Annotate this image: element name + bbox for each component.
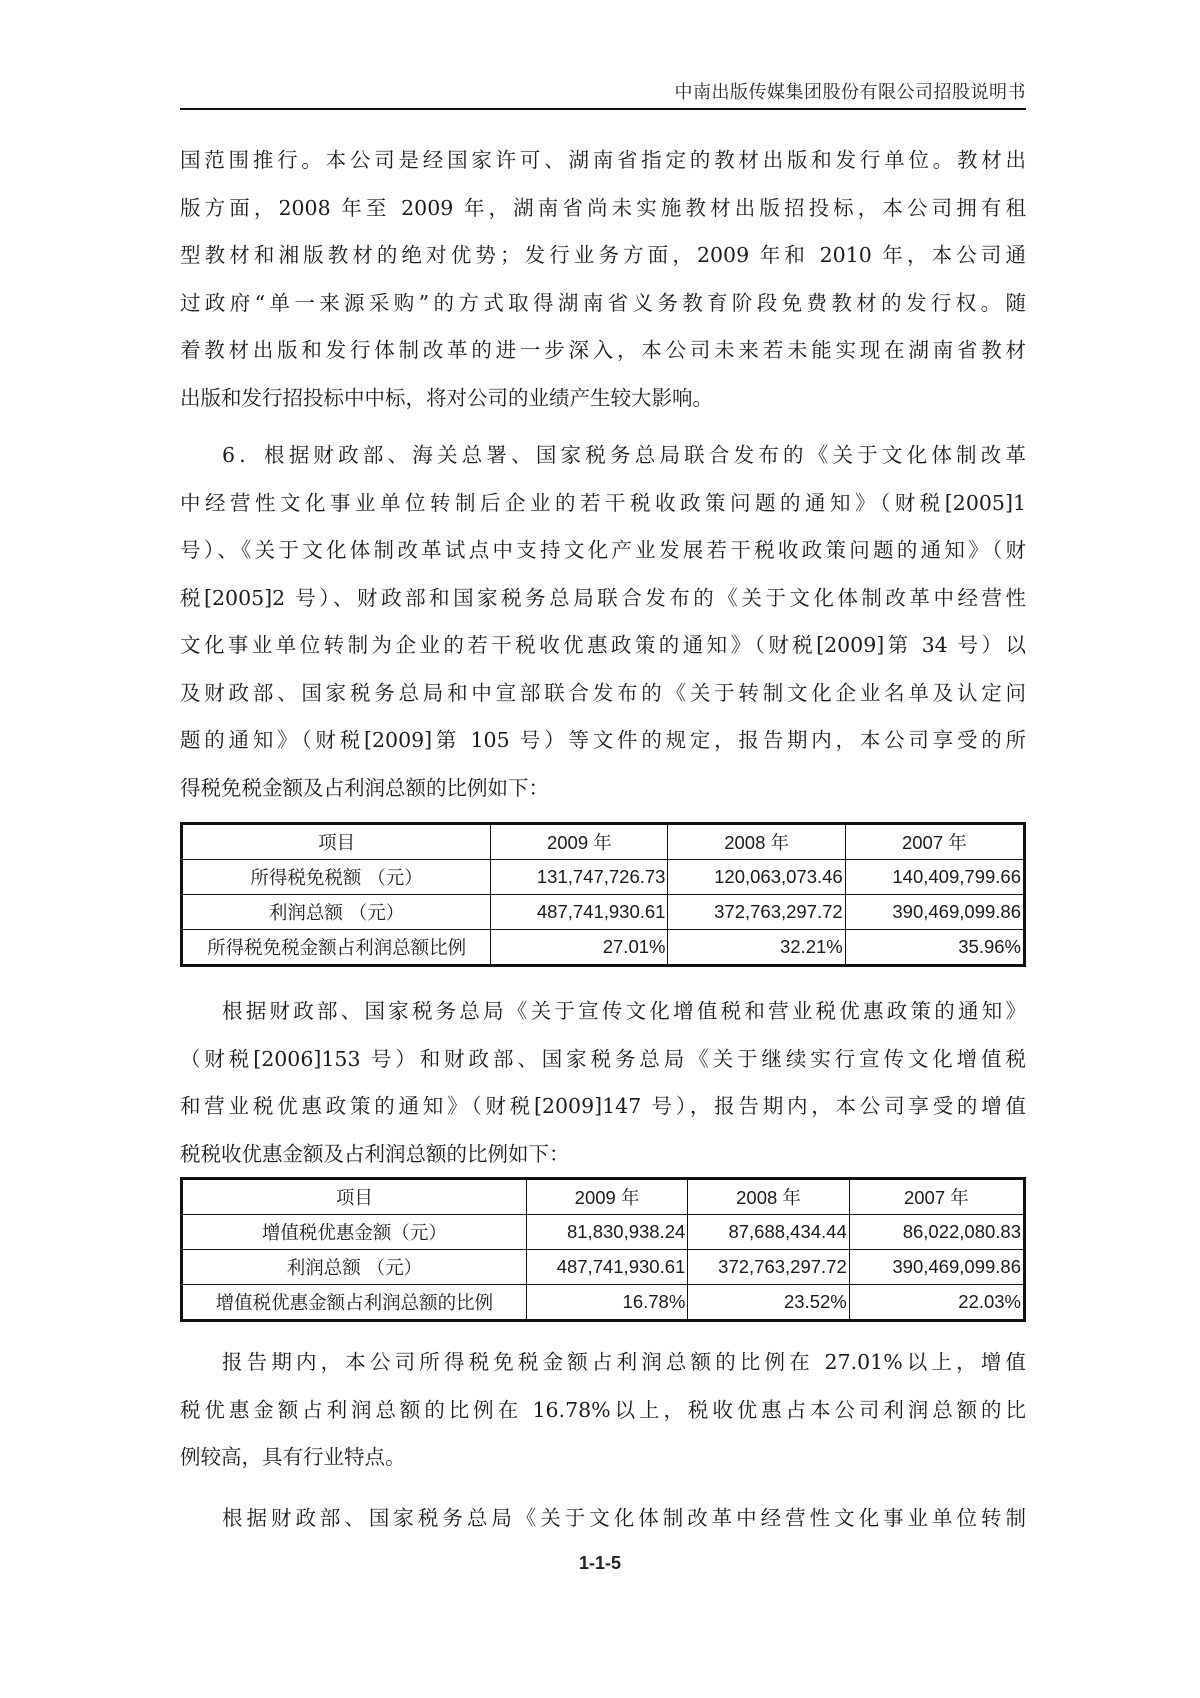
table-row xyxy=(182,1285,1025,1321)
row-label: 利润总额 （元） xyxy=(182,1250,527,1285)
table-row xyxy=(182,860,1025,895)
cell-value: 35.96% xyxy=(845,930,1024,966)
text-line: 中经营性文化事业单位转制后企业的若干税收政策问题的通知》（财税[2005]1 xyxy=(180,490,1026,515)
row-label: 增值税优惠金额占利润总额的比例 xyxy=(182,1285,527,1321)
text-line: （财税[2006]153 号）和财政部、国家税务总局《关于继续实行宣传文化增值税 xyxy=(180,1046,1026,1071)
header-cell: 项目 xyxy=(182,1179,527,1215)
header-cell: 2009 年 xyxy=(526,1179,687,1215)
header-cell: 2007 年 xyxy=(845,824,1024,860)
header-cell: 项目 xyxy=(182,824,491,860)
header-cell: 2008 年 xyxy=(668,824,845,860)
text-line: 和营业税优惠政策的通知》（财税[2009]147 号），报告期内，本公司享受的增值 xyxy=(180,1094,1026,1118)
paragraph-income-tax-policy xyxy=(180,432,1026,812)
cell-value: 86,022,080.83 xyxy=(849,1215,1024,1250)
row-label: 所得税免税额 （元） xyxy=(182,860,491,895)
cell-value: 390,469,099.86 xyxy=(849,1250,1024,1285)
cell-value: 22.03% xyxy=(849,1285,1024,1321)
cell-value: 87,688,434.44 xyxy=(688,1215,849,1250)
paragraph-textbook-risk xyxy=(180,137,1026,422)
page-header xyxy=(180,78,1026,110)
text-line: 型教材和湘版教材的绝对优势；发行业务方面，2009 年和 2010 年，本公司通 xyxy=(180,243,1026,267)
cell-value: 372,763,297.72 xyxy=(688,1250,849,1285)
cell-value: 131,747,726.73 xyxy=(491,860,668,895)
text-line: 税优惠金额占利润总额的比例在 16.78%以上，税收优惠占本公司利润总额的比 xyxy=(180,1397,1026,1422)
row-label: 所得税免税金额占利润总额比例 xyxy=(182,930,491,966)
cell-value: 32.21% xyxy=(668,930,845,966)
cell-value: 27.01% xyxy=(491,930,668,966)
header-cell: 2009 年 xyxy=(491,824,668,860)
text-line: 得税免税金额及占利润总额的比例如下： xyxy=(180,775,549,800)
cell-value: 16.78% xyxy=(526,1285,687,1321)
table-row xyxy=(182,895,1025,930)
paragraph-vat-policy xyxy=(180,988,1026,1178)
text-line: 例较高，具有行业特点。 xyxy=(180,1445,406,1469)
row-label: 增值税优惠金额（元） xyxy=(182,1215,527,1250)
text-line: 6．根据财政部、海关总署、国家税务总局联合发布的《关于文化体制改革 xyxy=(222,443,1026,467)
text-line: 税税收优惠金额及占利润总额的比例如下： xyxy=(180,1141,570,1166)
table-row xyxy=(182,1215,1025,1250)
header-cell: 2007 年 xyxy=(849,1179,1024,1215)
table-header-row xyxy=(182,1179,1025,1215)
cell-value: 140,409,799.66 xyxy=(845,860,1024,895)
text-line: 号）、《关于文化体制改革试点中支持文化产业发展若干税收政策问题的通知》（财 xyxy=(180,538,1026,562)
vat-preference-table xyxy=(180,1177,1026,1322)
paragraph-continuation xyxy=(180,1495,1026,1543)
text-line: 根据财政部、国家税务总局《关于文化体制改革中经营性文化事业单位转制 xyxy=(222,1506,1026,1530)
cell-value: 390,469,099.86 xyxy=(845,895,1024,930)
row-label: 利润总额 （元） xyxy=(182,895,491,930)
document-title: 中南出版传媒集团股份有限公司招股说明书 xyxy=(674,82,1026,103)
cell-value: 372,763,297.72 xyxy=(668,895,845,930)
text-line: 税[2005]2 号）、财政部和国家税务总局联合发布的《关于文化体制改革中经营性 xyxy=(180,585,1026,610)
text-line: 过政府“单一来源采购”的方式取得湖南省义务教育阶段免费教材的发行权。随 xyxy=(180,290,1026,315)
text-line: 及财政部、国家税务总局和中宣部联合发布的《关于转制文化企业名单及认定问 xyxy=(180,680,1026,705)
cell-value: 487,741,930.61 xyxy=(526,1250,687,1285)
cell-value: 81,830,938.24 xyxy=(526,1215,687,1250)
cell-value: 120,063,073.46 xyxy=(668,860,845,895)
header-cell: 2008 年 xyxy=(688,1179,849,1215)
table-row xyxy=(182,930,1025,966)
text-line: 题的通知》（财税[2009]第 105 号）等文件的规定，报告期内，本公司享受的所 xyxy=(180,728,1026,752)
text-line: 出版和发行招投标中中标，将对公司的业绩产生较大影响。 xyxy=(180,385,713,410)
text-line: 文化事业单位转制为企业的若干税收优惠政策的通知》（财税[2009]第 34 号）以 xyxy=(180,633,1026,657)
cell-value: 487,741,930.61 xyxy=(491,895,668,930)
text-line: 根据财政部、国家税务总局《关于宣传文化增值税和营业税优惠政策的通知》 xyxy=(222,999,1026,1023)
text-line: 着教材出版和发行体制改革的进一步深入，本公司未来若未能实现在湖南省教材 xyxy=(180,338,1026,362)
text-line: 国范围推行。本公司是经国家许可、湖南省指定的教材出版和发行单位。教材出 xyxy=(180,148,1026,172)
text-line: 版方面，2008 年至 2009 年，湖南省尚未实施教材出版招投标，本公司拥有租 xyxy=(180,195,1026,220)
paragraph-tax-summary xyxy=(180,1339,1026,1482)
text-line: 报告期内，本公司所得税免税金额占利润总额的比例在 27.01%以上，增值 xyxy=(222,1350,1026,1374)
cell-value: 23.52% xyxy=(688,1285,849,1321)
table-header-row xyxy=(182,824,1025,860)
page-number: 1-1-5 xyxy=(578,1553,622,1573)
income-tax-exemption-table xyxy=(180,822,1026,967)
table-row xyxy=(182,1250,1025,1285)
